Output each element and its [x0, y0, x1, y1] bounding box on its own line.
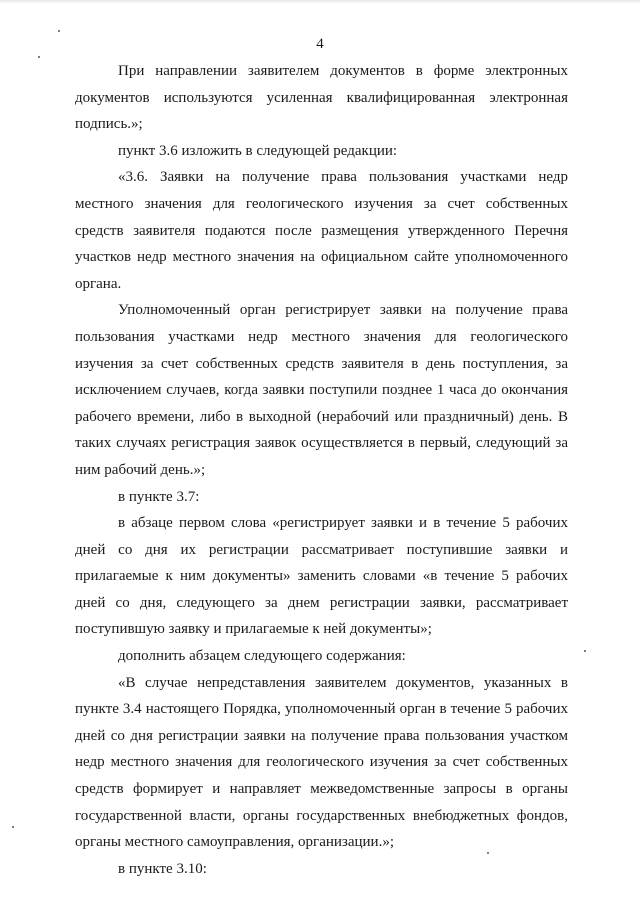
paragraph-registration: Уполномоченный орган регистрирует заявки на получение права пользования участками недр местного значения для геологического изучения за счет собственных средств заявителя в день поступления, за исключением случаев, когда заявки поступили позднее 1 часа до окончания рабочего времени, либо в выходной (нерабочий или праздничный) день. В таких случаях регистрация заявок осуществляется в первый, следующий за ним рабочий день.»;: [75, 302, 568, 478]
document-body: [75, 58, 568, 882]
paragraph-signature-note: При направлении заявителем документов в форме электронных документов используются усиленная квалифицированная электронная подпись.»;: [75, 63, 568, 133]
paragraph-item-3-7-intro: в пункте 3.7:: [118, 488, 200, 505]
scan-speck: [12, 826, 14, 828]
scan-speck: [584, 650, 586, 652]
paragraph-item-3-10-intro: в пункте 3.10:: [118, 860, 207, 877]
scan-speck: [58, 30, 60, 32]
scan-top-edge: [0, 0, 640, 4]
paragraph-add-clause: дополнить абзацем следующего содержания:: [118, 648, 406, 665]
paragraph-item-3-6-text: «3.6. Заявки на получение права пользования участками недр местного значения для геологического изучения за счет собственных средств заявителя подаются после размещения утвержденного Перечня участков недр местного значения на официальном сайте уполномоченного органа.: [75, 169, 568, 292]
paragraph-item-3-6-intro: пункт 3.6 изложить в следующей редакции:: [118, 142, 398, 159]
paragraph-interagency-requests: «В случае непредставления заявителем документов, указанных в пункте 3.4 настоящего Порядка, уполномоченный орган в течение 5 рабочих дней со дня регистрации заявки на получение права пользования участком недр местного значения для геологического изучения за счет собственных средств формирует и направляет межведомственные запросы в органы государственной власти, органы государственных внебюджетных фондов, органы местного самоуправления, организации.»;: [75, 674, 568, 851]
page-number: 4: [316, 36, 324, 52]
scan-speck: [38, 56, 40, 58]
paragraph-item-3-7-replace: в абзаце первом слова «регистрирует заявки и в течение 5 рабочих дней со дня их регистрации рассматривает поступившие заявки и прилагаемые к ним документы» заменить словами «в течение 5 рабочих дней со дня, следующего за днем регистрации заявки, рассматривает поступившую заявку и прилагаемые к ней документы»;: [75, 515, 568, 638]
